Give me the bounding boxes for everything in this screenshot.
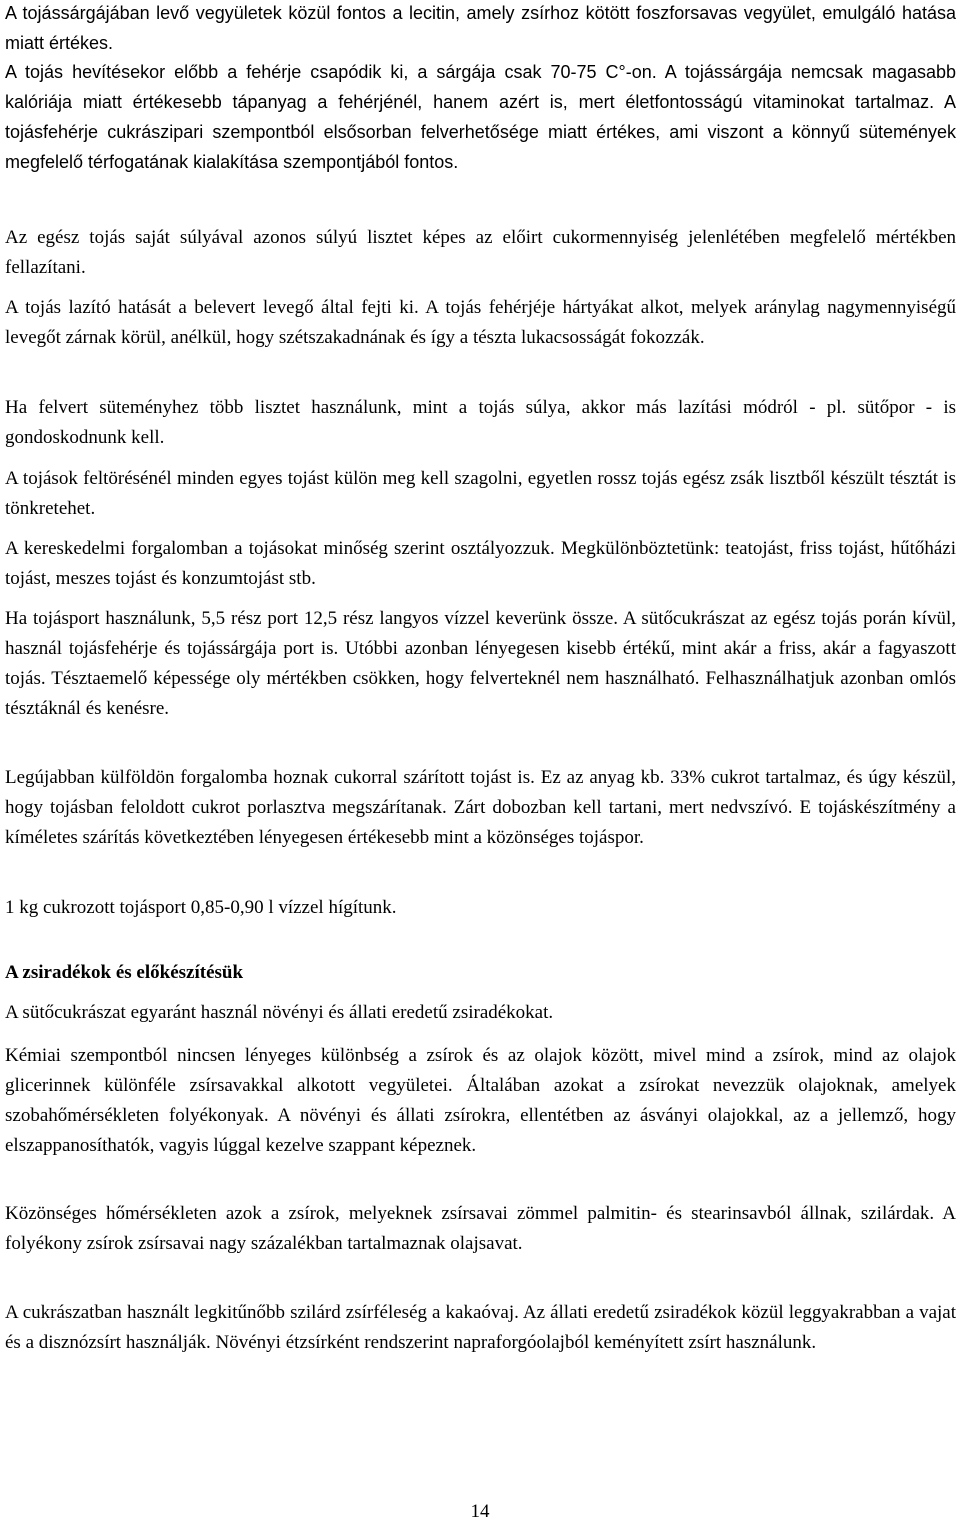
paragraph-fats-chemistry: Kémiai szempontból nincsen lényeges különbség a zsírok és az olajok között, mivel mind a zsírok, mind az olajok glicerinnek különféle zsírsavakkal alkotott vegyületei. Általában azokat a zsírokat nevezzük olajoknak, amelyek szobahőmérsékleten folyékonyak. A növényi és állati zsírokra, ellentétben az ásványi olajokkal, az a jellemző, hogy elszappanosíthatók, vagyis lúggal kezelve szappant képeznek. — [5, 1045, 956, 1156]
paragraph-fats-usage: A sütőcukrászat egyaránt használ növényi és állati eredetű zsiradékokat. — [5, 1002, 554, 1023]
paragraph-egg-powder: Ha tojásport használunk, 5,5 rész port 12,5 rész langyos vízzel keverünk össze. A sütőcukrászat az egész tojás porán kívül, használ tojásfehérje és tojássárgája port is. Utóbbi azonban lényegesen kisebb értékű, mint akár a friss, akár a fagyaszott tojás. Tésztaemelő képessége oly mértékben csökken, hogy felverteknél nem használható. Felhasználhatjuk azonban omlós tésztáknál és kenésre. — [5, 608, 956, 719]
paragraph-solid-fats: Közönséges hőmérsékleten azok a zsírok, melyeknek zsírsavai zömmel palmitin- és stearinsavból állnak, szilárdak. A folyékony zsírok zsírsavai nagy százalékban tartalmaznak olajsavat. — [5, 1203, 956, 1254]
paragraph-more-flour: Ha felvert süteményhez több lisztet használunk, mint a tojás súlya, akkor más lazítási módról - pl. sütőpor - is gondoskodnunk kell. — [5, 397, 956, 448]
paragraph-lecitin: A tojássárgájában levő vegyületek közül fontos a lecitin, amely zsírhoz kötött foszforsavas vegyület, emulgáló hatása miatt értékes. — [5, 3, 956, 53]
section-heading: A zsiradékok és előkészítésük — [5, 962, 244, 983]
paragraph-egg-grading: A kereskedelmi forgalomban a tojásokat minőség szerint osztályozzuk. Megkülönböztetünk: teatojást, friss tojást, hűtőházi tojást, meszes tojást és konzumtojást stb. — [5, 538, 956, 589]
paragraph-egg-heating: A tojás hevítésekor előbb a fehérje csapódik ki, a sárgája csak 70-75 C°-on. A tojássárgája nemcsak magasabb kalóriája miatt értékesebb tápanyag a fehérjénél, hanem azért is, mert életfontosságú vitaminokat tartalmaz. A tojásfehérje cukrászipari szempontból elsősorban felverhetősége miatt értékes, ami viszont a könnyű sütemények megfelelő térfogatának kialakítása szempontjából fontos. — [5, 62, 956, 172]
paragraph-dilution: 1 kg cukrozott tojásport 0,85-0,90 l vízzel hígítunk. — [5, 897, 397, 918]
paragraph-cocoa-butter: A cukrászatban használt legkitűnőbb szilárd zsírféleség a kakaóvaj. Az állati eredetű zsiradékok közül leggyakrabban a vajat és a disznózsírt használják. Növényi étzsírként rendszerint napraforgóolajból keményített zsírt használunk. — [5, 1302, 956, 1353]
paragraph-leavening-effect: A tojás lazító hatását a belevert levegő által fejti ki. A tojás fehérjéje hártyákat alkot, melyek aránylag nagymennyiségű levegőt zárnak körül, anélkül, hogy szétszakadnának és így a tészta lukacsosságát fokozzák. — [5, 297, 956, 348]
paragraph-egg-smell: A tojások feltörésénél minden egyes tojást külön meg kell szagolni, egyetlen rossz tojás egész zsák lisztből készült tésztát is tönkretehet. — [5, 468, 956, 519]
paragraph-whole-egg-flour: Az egész tojás saját súlyával azonos súlyú lisztet képes az előirt cukormennyiség jelenlétében megfelelő mértékben fellazítani. — [5, 227, 956, 278]
paragraph-sugared-egg: Legújabban külföldön forgalomba hoznak cukorral szárított tojást is. Ez az anyag kb. 33% cukrot tartalmaz, és úgy készül, hogy tojásban feloldott cukrot porlasztva megszárítanak. Zárt dobozban kell tartani, mert nedvszívó. E tojáskészítmény a kíméletes szárítás következtében lényegesen értékesebb mint a közönséges tojáspor. — [5, 767, 956, 848]
page-number: 14 — [470, 1501, 490, 1522]
